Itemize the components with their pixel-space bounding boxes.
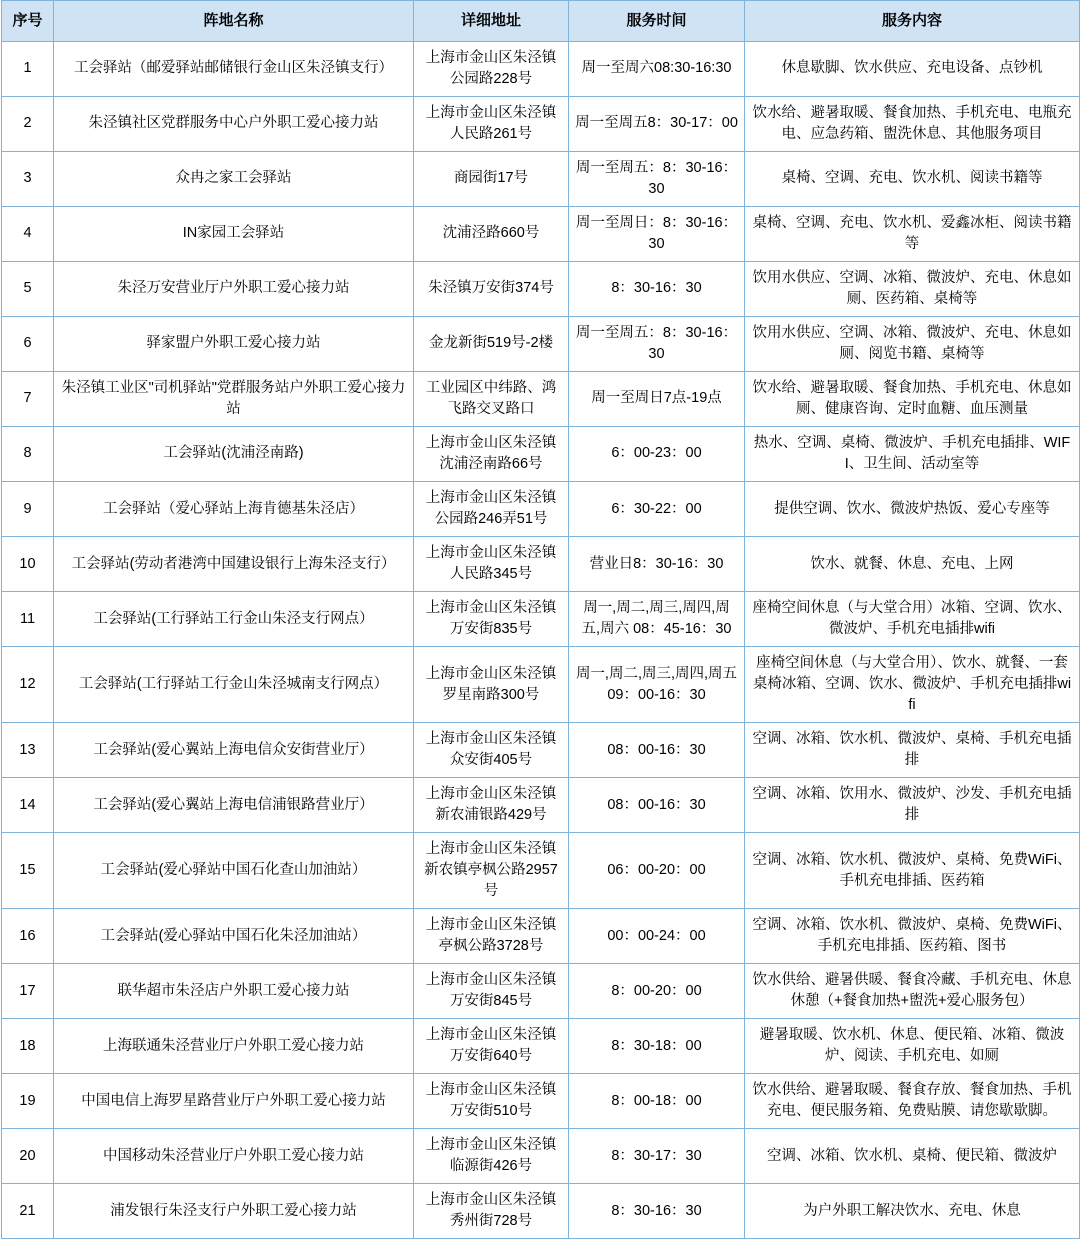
- cell-station-name: 中国移动朱泾营业厅户外职工爱心接力站: [54, 1129, 414, 1184]
- cell-address: 上海市金山区朱泾镇公园路228号: [414, 41, 569, 96]
- cell-service-time: 周一至周五：8：30-16：30: [569, 316, 745, 371]
- table-row: [2, 1074, 1080, 1129]
- table-row: [2, 1129, 1080, 1184]
- table-header-row: [2, 1, 1080, 42]
- table-row: [2, 151, 1080, 206]
- cell-service-content: 饮水供给、避暑取暖、餐食存放、餐食加热、手机充电、便民服务箱、免费贴膜、请您歇歇脚。: [745, 1074, 1080, 1129]
- cell-service-time: 8：30-18：00: [569, 1019, 745, 1074]
- cell-index: 1: [2, 41, 54, 96]
- cell-service-content: 空调、冰箱、饮水机、桌椅、便民箱、微波炉: [745, 1129, 1080, 1184]
- cell-station-name: 朱泾镇工业区"司机驿站"党群服务站户外职工爱心接力站: [54, 371, 414, 426]
- cell-service-content: 饮用水供应、空调、冰箱、微波炉、充电、休息如厕、医药箱、桌椅等: [745, 261, 1080, 316]
- cell-index: 3: [2, 151, 54, 206]
- cell-service-time: 8：30-16：30: [569, 1184, 745, 1239]
- cell-service-time: 06：00-20：00: [569, 833, 745, 909]
- table-row: [2, 206, 1080, 261]
- table-row: [2, 371, 1080, 426]
- cell-index: 18: [2, 1019, 54, 1074]
- cell-service-content: 空调、冰箱、饮水机、微波炉、桌椅、免费WiFi、手机充电排插、医药箱: [745, 833, 1080, 909]
- cell-index: 12: [2, 647, 54, 723]
- cell-index: 6: [2, 316, 54, 371]
- table-row: [2, 482, 1080, 537]
- cell-index: 10: [2, 537, 54, 592]
- table-row: [2, 537, 1080, 592]
- cell-address: 上海市金山区朱泾镇万安街835号: [414, 592, 569, 647]
- cell-station-name: 朱泾万安营业厅户外职工爱心接力站: [54, 261, 414, 316]
- cell-service-content: 饮水给、避暑取暖、餐食加热、手机充电、休息如厕、健康咨询、定时血糖、血压测量: [745, 371, 1080, 426]
- cell-address: 上海市金山区朱泾镇万安街510号: [414, 1074, 569, 1129]
- cell-index: 11: [2, 592, 54, 647]
- cell-index: 2: [2, 96, 54, 151]
- cell-address: 上海市金山区朱泾镇秀州街728号: [414, 1184, 569, 1239]
- cell-station-name: 工会驿站（爱心驿站上海肯德基朱泾店）: [54, 482, 414, 537]
- cell-service-time: 周一,周二,周三,周四,周五,周六 08：45-16：30: [569, 592, 745, 647]
- cell-service-time: 周一至周五：8：30-16：30: [569, 151, 745, 206]
- cell-station-name: 工会驿站(爱心翼站上海电信浦银路营业厅）: [54, 778, 414, 833]
- cell-service-content: 为户外职工解决饮水、充电、休息: [745, 1184, 1080, 1239]
- column-header-time: 服务时间: [569, 1, 745, 42]
- table-row: [2, 41, 1080, 96]
- cell-service-content: 饮水给、避暑取暖、餐食加热、手机充电、电瓶充电、应急药箱、盥洗休息、其他服务项目: [745, 96, 1080, 151]
- table-row: [2, 964, 1080, 1019]
- table-row: [2, 1184, 1080, 1239]
- cell-station-name: 工会驿站(劳动者港湾中国建设银行上海朱泾支行）: [54, 537, 414, 592]
- cell-station-name: 上海联通朱泾营业厅户外职工爱心接力站: [54, 1019, 414, 1074]
- cell-station-name: 驿家盟户外职工爱心接力站: [54, 316, 414, 371]
- cell-station-name: 朱泾镇社区党群服务中心户外职工爱心接力站: [54, 96, 414, 151]
- cell-service-content: 空调、冰箱、饮水机、微波炉、桌椅、手机充电插排: [745, 723, 1080, 778]
- cell-service-time: 00：00-24：00: [569, 909, 745, 964]
- table-row: [2, 261, 1080, 316]
- cell-service-content: 休息歇脚、饮水供应、充电设备、点钞机: [745, 41, 1080, 96]
- cell-service-content: 桌椅、空调、充电、饮水机、爱鑫冰柜、阅读书籍等: [745, 206, 1080, 261]
- table-row: [2, 1019, 1080, 1074]
- table-row: [2, 723, 1080, 778]
- cell-index: 9: [2, 482, 54, 537]
- cell-service-time: 周一至周日：8：30-16：30: [569, 206, 745, 261]
- cell-address: 工业园区中纬路、鸿飞路交叉路口: [414, 371, 569, 426]
- cell-station-name: 工会驿站（邮爱驿站邮储银行金山区朱泾镇支行）: [54, 41, 414, 96]
- cell-index: 21: [2, 1184, 54, 1239]
- cell-address: 上海市金山区朱泾镇亭枫公路3728号: [414, 909, 569, 964]
- cell-index: 17: [2, 964, 54, 1019]
- cell-service-content: 避暑取暖、饮水机、休息、便民箱、冰箱、微波炉、阅读、手机充电、如厕: [745, 1019, 1080, 1074]
- cell-index: 5: [2, 261, 54, 316]
- cell-service-time: 周一至周日7点-19点: [569, 371, 745, 426]
- cell-address: 金龙新街519号-2楼: [414, 316, 569, 371]
- cell-station-name: 工会驿站(爱心驿站中国石化查山加油站）: [54, 833, 414, 909]
- table-row: [2, 426, 1080, 481]
- cell-service-time: 8：30-17：30: [569, 1129, 745, 1184]
- cell-service-content: 热水、空调、桌椅、微波炉、手机充电插排、WIFI、卫生间、活动室等: [745, 426, 1080, 481]
- cell-index: 14: [2, 778, 54, 833]
- cell-station-name: 工会驿站(沈浦泾南路): [54, 426, 414, 481]
- table-row: [2, 778, 1080, 833]
- cell-station-name: IN家园工会驿站: [54, 206, 414, 261]
- table-body: [2, 41, 1080, 1239]
- column-header-name: 阵地名称: [54, 1, 414, 42]
- cell-service-time: 08：00-16：30: [569, 778, 745, 833]
- cell-service-time: 08：00-16：30: [569, 723, 745, 778]
- cell-service-time: 6：00-23：00: [569, 426, 745, 481]
- cell-station-name: 众冉之家工会驿站: [54, 151, 414, 206]
- cell-service-time: 周一,周二,周三,周四,周五09：00-16：30: [569, 647, 745, 723]
- cell-service-time: 6：30-22：00: [569, 482, 745, 537]
- table-row: [2, 647, 1080, 723]
- cell-service-content: 空调、冰箱、饮水机、微波炉、桌椅、免费WiFi、手机充电排插、医药箱、图书: [745, 909, 1080, 964]
- cell-address: 上海市金山区朱泾镇众安街405号: [414, 723, 569, 778]
- cell-station-name: 工会驿站(工行驿站工行金山朱泾城南支行网点）: [54, 647, 414, 723]
- cell-station-name: 联华超市朱泾店户外职工爱心接力站: [54, 964, 414, 1019]
- cell-index: 16: [2, 909, 54, 964]
- table-header: [2, 1, 1080, 42]
- cell-index: 8: [2, 426, 54, 481]
- cell-address: 商园街17号: [414, 151, 569, 206]
- cell-index: 15: [2, 833, 54, 909]
- table-row: [2, 96, 1080, 151]
- cell-address: 上海市金山区朱泾镇人民路261号: [414, 96, 569, 151]
- cell-service-time: 8：00-20：00: [569, 964, 745, 1019]
- table-row: [2, 592, 1080, 647]
- cell-address: 上海市金山区朱泾镇公园路246弄51号: [414, 482, 569, 537]
- table-row: [2, 833, 1080, 909]
- cell-service-content: 座椅空间休息（与大堂合用）冰箱、空调、饮水、微波炉、手机充电插排wifi: [745, 592, 1080, 647]
- cell-station-name: 浦发银行朱泾支行户外职工爱心接力站: [54, 1184, 414, 1239]
- cell-address: 上海市金山区朱泾镇新农浦银路429号: [414, 778, 569, 833]
- column-header-content: 服务内容: [745, 1, 1080, 42]
- column-header-index: 序号: [2, 1, 54, 42]
- cell-service-time: 周一至周五8：30-17：00: [569, 96, 745, 151]
- cell-station-name: 工会驿站(爱心翼站上海电信众安街营业厅）: [54, 723, 414, 778]
- cell-index: 7: [2, 371, 54, 426]
- cell-address: 上海市金山区朱泾镇万安街845号: [414, 964, 569, 1019]
- column-header-address: 详细地址: [414, 1, 569, 42]
- cell-service-content: 饮水、就餐、休息、充电、上网: [745, 537, 1080, 592]
- cell-station-name: 工会驿站(爱心驿站中国石化朱泾加油站）: [54, 909, 414, 964]
- cell-service-time: 8：30-16：30: [569, 261, 745, 316]
- cell-station-name: 工会驿站(工行驿站工行金山朱泾支行网点）: [54, 592, 414, 647]
- table-row: [2, 316, 1080, 371]
- service-stations-table: [1, 0, 1080, 1239]
- cell-service-time: 周一至周六08:30-16:30: [569, 41, 745, 96]
- table-row: [2, 909, 1080, 964]
- cell-address: 上海市金山区朱泾镇万安街640号: [414, 1019, 569, 1074]
- cell-index: 4: [2, 206, 54, 261]
- cell-address: 沈浦泾路660号: [414, 206, 569, 261]
- cell-address: 上海市金山区朱泾镇人民路345号: [414, 537, 569, 592]
- cell-address: 朱泾镇万安街374号: [414, 261, 569, 316]
- cell-service-time: 8：00-18：00: [569, 1074, 745, 1129]
- cell-station-name: 中国电信上海罗星路营业厅户外职工爱心接力站: [54, 1074, 414, 1129]
- cell-service-content: 桌椅、空调、充电、饮水机、阅读书籍等: [745, 151, 1080, 206]
- cell-index: 20: [2, 1129, 54, 1184]
- cell-service-content: 座椅空间休息（与大堂合用）、饮水、就餐、一套桌椅冰箱、空调、饮水、微波炉、手机充电插排wifi: [745, 647, 1080, 723]
- cell-service-content: 饮用水供应、空调、冰箱、微波炉、充电、休息如厕、阅览书籍、桌椅等: [745, 316, 1080, 371]
- cell-address: 上海市金山区朱泾镇沈浦泾南路66号: [414, 426, 569, 481]
- cell-service-content: 提供空调、饮水、微波炉热饭、爱心专座等: [745, 482, 1080, 537]
- cell-address: 上海市金山区朱泾镇新农镇亭枫公路2957号: [414, 833, 569, 909]
- cell-service-content: 饮水供给、避暑供暖、餐食冷藏、手机充电、休息休憩（+餐食加热+盥洗+爱心服务包）: [745, 964, 1080, 1019]
- cell-service-content: 空调、冰箱、饮用水、微波炉、沙发、手机充电插排: [745, 778, 1080, 833]
- cell-service-time: 营业日8：30-16：30: [569, 537, 745, 592]
- cell-address: 上海市金山区朱泾镇临源街426号: [414, 1129, 569, 1184]
- cell-address: 上海市金山区朱泾镇罗星南路300号: [414, 647, 569, 723]
- cell-index: 13: [2, 723, 54, 778]
- cell-index: 19: [2, 1074, 54, 1129]
